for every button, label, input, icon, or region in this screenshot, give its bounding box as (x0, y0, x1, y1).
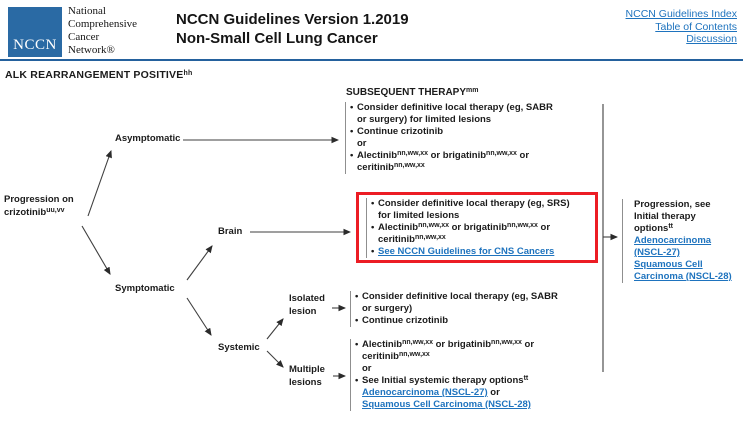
text-line (355, 315, 558, 327)
footnote-ref: tt (523, 375, 529, 382)
inline-link[interactable]: See NCCN Guidelines for CNS Cancers (378, 246, 555, 257)
text-line (346, 87, 478, 98)
text-run: Continue crizotinib (357, 126, 444, 137)
node-isolated-lesion (289, 293, 325, 318)
org-line: National (68, 5, 106, 17)
text-run: ceritinib (362, 351, 399, 362)
footnote-ref: hh (183, 70, 193, 77)
node-multiple-lesions (289, 364, 325, 389)
footnote-ref: nn,ww,xx (491, 339, 522, 346)
text-line (350, 102, 553, 114)
column-header-subsequent-therapy (346, 87, 478, 98)
text-line (355, 291, 558, 303)
text-line (627, 223, 732, 235)
link-table-of-contents[interactable]: Table of Contents (655, 20, 737, 33)
footnote-ref: nn,ww,xx (418, 222, 449, 229)
text-line (371, 198, 570, 210)
text-line (627, 271, 732, 283)
header-divider (0, 59, 743, 61)
text-run: Progression, see (634, 199, 711, 210)
text-run: SUBSEQUENT THERAPY (346, 87, 467, 98)
text-line (355, 375, 534, 387)
text-run: Consider definitive local therapy (eg, SRS) (378, 198, 570, 209)
text-run: Consider definitive local therapy (eg, SABR (362, 291, 558, 302)
footnote-ref: nn,ww,xx (402, 339, 433, 346)
text-run: Systemic (218, 342, 260, 353)
node-systemic (218, 342, 260, 355)
text-run: ceritinib (378, 234, 415, 245)
text-run: or surgery) for limited lesions (357, 114, 492, 125)
inline-link[interactable]: Squamous Cell (634, 259, 703, 270)
footnote-ref: tt (668, 223, 673, 230)
text-run: Progression on (4, 194, 74, 205)
text-run: crizotinib (4, 206, 47, 218)
footnote-ref: uu,vv (46, 206, 65, 214)
node-asymptomatic (115, 133, 180, 146)
text-run: Consider definitive local therapy (eg, SABR (357, 102, 553, 113)
footnote-ref: nn,ww,xx (507, 222, 538, 229)
text-line (289, 306, 325, 319)
node-progression-on-crizotinib (4, 194, 74, 219)
text-line (355, 351, 534, 363)
link-discussion[interactable]: Discussion (686, 33, 737, 45)
link-guidelines-index[interactable]: NCCN Guidelines Index (625, 8, 737, 20)
text-line (115, 133, 180, 146)
footnote-ref: nn,ww,xx (414, 234, 446, 241)
footnote-ref: nn,ww,xx (393, 162, 425, 169)
text-run: Initial therapy (634, 211, 696, 222)
text-run: or (516, 150, 530, 161)
text-run: options (634, 223, 669, 234)
text-run: for limited lesions (378, 210, 460, 221)
text-line (355, 387, 534, 399)
text-run: or (521, 339, 535, 350)
text-run: Alectinib (362, 339, 403, 350)
text-line (289, 364, 325, 377)
text-run: Isolated (289, 293, 325, 304)
therapy-block-isolated-lesion (350, 291, 558, 327)
text-line (627, 259, 732, 271)
text-run: Continue crizotinib (362, 315, 449, 326)
text-line (350, 126, 553, 138)
text-run: or brigatinib (427, 150, 487, 161)
footnote-ref: nn,ww,xx (397, 150, 428, 157)
text-run: or surgery) (362, 303, 413, 314)
text-line (355, 303, 558, 315)
text-line (218, 342, 260, 355)
text-line (371, 246, 570, 258)
text-line (355, 399, 534, 411)
text-run: ceritinib (357, 162, 394, 173)
text-run: or brigatinib (448, 222, 508, 233)
outcome-progression-options (622, 199, 732, 283)
inline-link[interactable]: (NSCL-27) (634, 247, 680, 258)
text-run: lesion (289, 305, 317, 317)
text-run: Alectinib (378, 222, 419, 233)
page-title (176, 10, 409, 48)
nccn-logo-text: NCCN (13, 37, 57, 53)
text-line (289, 377, 325, 390)
text-line (4, 207, 74, 220)
inline-link[interactable]: Adenocarcinoma (634, 235, 712, 246)
text-line (627, 211, 732, 223)
node-brain (218, 226, 242, 239)
cancer-type-title: Non-Small Cell Lung Cancer (176, 30, 378, 47)
org-name (68, 5, 137, 57)
org-line: Network® (68, 44, 115, 56)
inline-link[interactable]: Squamous Cell Carcinoma (NSCL-28) (362, 399, 531, 410)
highlight-box-brain-therapy (356, 192, 598, 263)
text-line (4, 194, 74, 207)
section-label-alk-positive (5, 69, 192, 81)
footnote-ref: nn,ww,xx (398, 351, 430, 358)
text-line (350, 114, 553, 126)
text-run: See Initial systemic therapy options (362, 375, 524, 386)
text-line (218, 226, 242, 239)
text-line (355, 339, 534, 351)
text-line (627, 235, 732, 247)
text-line (289, 293, 325, 306)
text-line (371, 210, 570, 222)
nccn-logo (8, 7, 62, 57)
text-run: Brain (218, 226, 243, 237)
therapy-block-brain (366, 198, 570, 258)
text-line (355, 363, 534, 375)
text-line (350, 162, 553, 174)
text-line (350, 150, 553, 162)
text-line (371, 234, 570, 246)
org-line: Comprehensive (68, 18, 138, 30)
guidelines-version-title: NCCN Guidelines Version 1.2019 (176, 11, 409, 28)
text-line (5, 69, 192, 81)
footnote-ref: mm (466, 87, 479, 94)
text-run: Symptomatic (115, 283, 175, 294)
text-run: Asymptomatic (115, 133, 181, 144)
inline-link[interactable]: Carcinoma (NSCL-28) (634, 271, 732, 282)
org-line: Cancer (68, 31, 100, 43)
footnote-ref: nn,ww,xx (486, 150, 517, 157)
node-symptomatic (115, 283, 175, 296)
text-line (627, 247, 732, 259)
text-line (371, 222, 570, 234)
text-line (115, 283, 175, 296)
text-run: or brigatinib (432, 339, 492, 350)
text-run: ALK REARRANGEMENT POSITIVE (5, 69, 184, 81)
text-run: lesions (289, 376, 322, 388)
text-run: Alectinib (357, 150, 398, 161)
inline-link[interactable]: Adenocarcinoma (NSCL-27) (362, 387, 488, 398)
therapy-block-asymptomatic (345, 102, 553, 174)
text-run: or (357, 138, 367, 149)
text-run: Multiple (289, 364, 325, 375)
therapy-block-multiple-lesions (350, 339, 534, 411)
text-run: or (362, 363, 372, 374)
header-nav-links (626, 8, 737, 46)
text-run: or (537, 222, 551, 233)
text-line (627, 199, 732, 211)
text-line (350, 138, 553, 150)
text-run: or (487, 387, 500, 398)
